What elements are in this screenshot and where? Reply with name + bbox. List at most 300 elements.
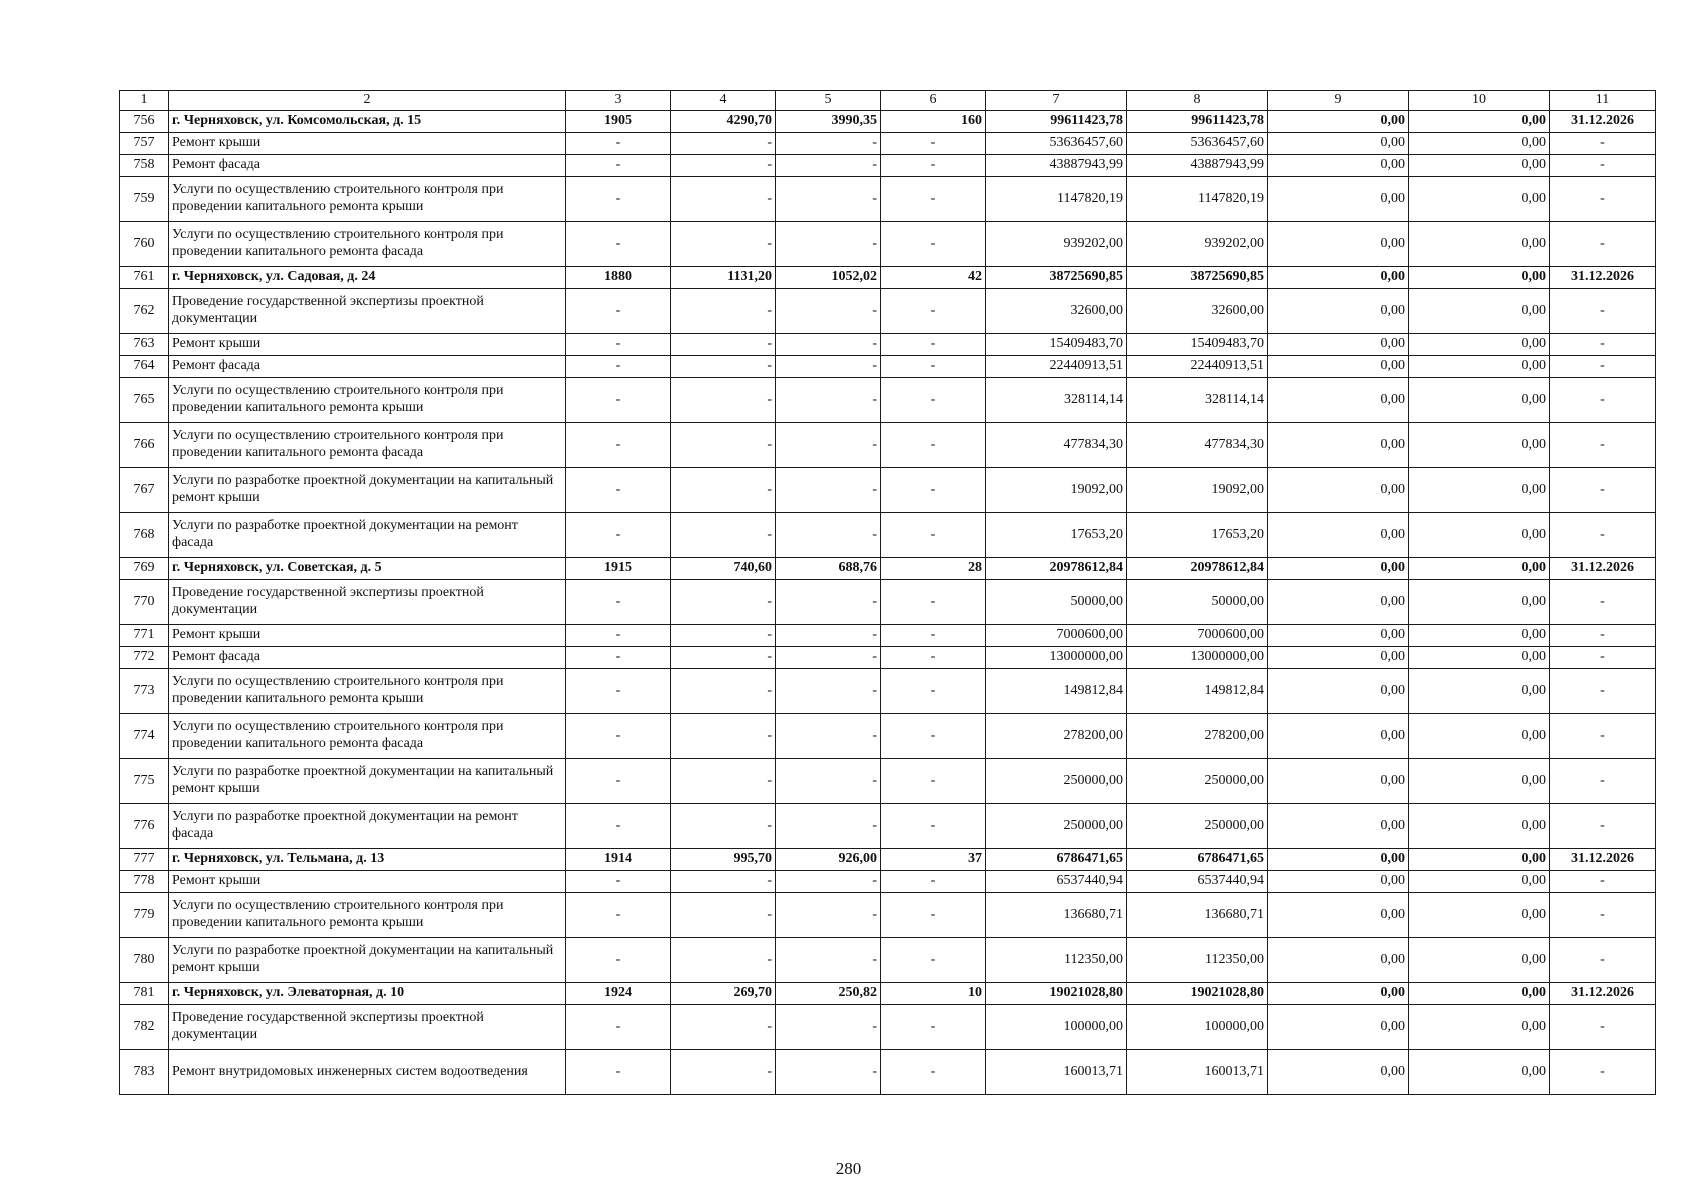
- residents-cell: -: [881, 804, 986, 849]
- deadline-cell: -: [1550, 647, 1656, 669]
- year-cell: -: [566, 625, 671, 647]
- budget-cost-cell: 0,00: [1268, 378, 1409, 423]
- budget-cost-cell: 0,00: [1268, 267, 1409, 289]
- year-cell: 1924: [566, 983, 671, 1005]
- year-cell: -: [566, 177, 671, 222]
- year-cell: -: [566, 513, 671, 558]
- living-area-cell: -: [776, 714, 881, 759]
- other-cost-cell: 0,00: [1409, 289, 1550, 334]
- work-name-cell: Ремонт фасада: [169, 155, 566, 177]
- work-name-cell: Услуги по разработке проектной документации на капитальный ремонт крыши: [169, 468, 566, 513]
- residents-cell: -: [881, 378, 986, 423]
- table-body: [120, 91, 1656, 1095]
- total-cost-cell: 50000,00: [986, 580, 1127, 625]
- deadline-cell: -: [1550, 804, 1656, 849]
- living-area-cell: -: [776, 177, 881, 222]
- budget-cost-cell: 0,00: [1268, 334, 1409, 356]
- residents-cell: -: [881, 647, 986, 669]
- residents-cell: -: [881, 334, 986, 356]
- other-cost-cell: 0,00: [1409, 513, 1550, 558]
- fund-cost-cell: 19021028,80: [1127, 983, 1268, 1005]
- year-cell: 1880: [566, 267, 671, 289]
- year-cell: -: [566, 423, 671, 468]
- row-number-cell: 758: [120, 155, 169, 177]
- column-header: 1: [120, 91, 169, 111]
- fund-cost-cell: 160013,71: [1127, 1050, 1268, 1095]
- fund-cost-cell: 99611423,78: [1127, 111, 1268, 133]
- total-area-cell: -: [671, 378, 776, 423]
- total-cost-cell: 939202,00: [986, 222, 1127, 267]
- total-area-cell: -: [671, 938, 776, 983]
- column-header: 9: [1268, 91, 1409, 111]
- work-name-cell: Ремонт крыши: [169, 871, 566, 893]
- work-name-cell: Ремонт внутридомовых инженерных систем водоотведения: [169, 1050, 566, 1095]
- total-cost-cell: 19092,00: [986, 468, 1127, 513]
- total-cost-cell: 1147820,19: [986, 177, 1127, 222]
- total-cost-cell: 136680,71: [986, 893, 1127, 938]
- year-cell: -: [566, 714, 671, 759]
- row-number-cell: 765: [120, 378, 169, 423]
- total-area-cell: -: [671, 580, 776, 625]
- work-item-row: [120, 222, 1656, 267]
- total-cost-cell: 17653,20: [986, 513, 1127, 558]
- work-item-row: [120, 356, 1656, 378]
- budget-cost-cell: 0,00: [1268, 289, 1409, 334]
- total-area-cell: -: [671, 177, 776, 222]
- total-cost-cell: 99611423,78: [986, 111, 1127, 133]
- total-cost-cell: 112350,00: [986, 938, 1127, 983]
- repair-registry-table: [119, 90, 1656, 1095]
- residents-cell: -: [881, 177, 986, 222]
- total-cost-cell: 53636457,60: [986, 133, 1127, 155]
- work-name-cell: Услуги по осуществлению строительного контроля при проведении капитального ремонта фасада: [169, 423, 566, 468]
- living-area-cell: -: [776, 1050, 881, 1095]
- other-cost-cell: 0,00: [1409, 155, 1550, 177]
- fund-cost-cell: 6537440,94: [1127, 871, 1268, 893]
- total-area-cell: -: [671, 468, 776, 513]
- living-area-cell: -: [776, 133, 881, 155]
- budget-cost-cell: 0,00: [1268, 1050, 1409, 1095]
- year-cell: -: [566, 222, 671, 267]
- other-cost-cell: 0,00: [1409, 177, 1550, 222]
- deadline-cell: -: [1550, 423, 1656, 468]
- other-cost-cell: 0,00: [1409, 1050, 1550, 1095]
- residents-cell: 10: [881, 983, 986, 1005]
- deadline-cell: -: [1550, 938, 1656, 983]
- fund-cost-cell: 13000000,00: [1127, 647, 1268, 669]
- work-name-cell: Проведение государственной экспертизы проектной документации: [169, 289, 566, 334]
- deadline-cell: -: [1550, 513, 1656, 558]
- year-cell: -: [566, 468, 671, 513]
- year-cell: 1905: [566, 111, 671, 133]
- column-header: 2: [169, 91, 566, 111]
- residents-cell: -: [881, 423, 986, 468]
- fund-cost-cell: 278200,00: [1127, 714, 1268, 759]
- row-number-cell: 760: [120, 222, 169, 267]
- row-number-cell: 770: [120, 580, 169, 625]
- row-number-cell: 769: [120, 558, 169, 580]
- deadline-cell: 31.12.2026: [1550, 983, 1656, 1005]
- year-cell: -: [566, 871, 671, 893]
- total-cost-cell: 13000000,00: [986, 647, 1127, 669]
- work-name-cell: Услуги по разработке проектной документации на капитальный ремонт крыши: [169, 938, 566, 983]
- other-cost-cell: 0,00: [1409, 222, 1550, 267]
- residents-cell: -: [881, 669, 986, 714]
- budget-cost-cell: 0,00: [1268, 647, 1409, 669]
- residents-cell: -: [881, 1050, 986, 1095]
- work-item-row: [120, 580, 1656, 625]
- residents-cell: -: [881, 133, 986, 155]
- other-cost-cell: 0,00: [1409, 669, 1550, 714]
- residents-cell: -: [881, 759, 986, 804]
- year-cell: -: [566, 647, 671, 669]
- budget-cost-cell: 0,00: [1268, 714, 1409, 759]
- total-area-cell: -: [671, 133, 776, 155]
- other-cost-cell: 0,00: [1409, 334, 1550, 356]
- total-area-cell: -: [671, 289, 776, 334]
- total-area-cell: -: [671, 625, 776, 647]
- work-item-row: [120, 647, 1656, 669]
- total-area-cell: -: [671, 513, 776, 558]
- total-cost-cell: 250000,00: [986, 804, 1127, 849]
- total-area-cell: -: [671, 647, 776, 669]
- work-name-cell: Услуги по осуществлению строительного контроля при проведении капитального ремонта крыши: [169, 669, 566, 714]
- column-header: 8: [1127, 91, 1268, 111]
- living-area-cell: -: [776, 669, 881, 714]
- living-area-cell: 688,76: [776, 558, 881, 580]
- fund-cost-cell: 50000,00: [1127, 580, 1268, 625]
- budget-cost-cell: 0,00: [1268, 111, 1409, 133]
- year-cell: 1915: [566, 558, 671, 580]
- other-cost-cell: 0,00: [1409, 111, 1550, 133]
- living-area-cell: 3990,35: [776, 111, 881, 133]
- work-name-cell: Ремонт крыши: [169, 625, 566, 647]
- residents-cell: -: [881, 625, 986, 647]
- deadline-cell: -: [1550, 1005, 1656, 1050]
- row-number-cell: 772: [120, 647, 169, 669]
- work-item-row: [120, 423, 1656, 468]
- other-cost-cell: 0,00: [1409, 849, 1550, 871]
- fund-cost-cell: 38725690,85: [1127, 267, 1268, 289]
- living-area-cell: -: [776, 423, 881, 468]
- fund-cost-cell: 328114,14: [1127, 378, 1268, 423]
- row-number-cell: 783: [120, 1050, 169, 1095]
- work-item-row: [120, 893, 1656, 938]
- deadline-cell: -: [1550, 714, 1656, 759]
- residents-cell: 28: [881, 558, 986, 580]
- other-cost-cell: 0,00: [1409, 983, 1550, 1005]
- deadline-cell: 31.12.2026: [1550, 267, 1656, 289]
- row-number-cell: 778: [120, 871, 169, 893]
- work-item-row: [120, 669, 1656, 714]
- total-area-cell: -: [671, 423, 776, 468]
- deadline-cell: -: [1550, 893, 1656, 938]
- row-number-cell: 782: [120, 1005, 169, 1050]
- work-name-cell: Ремонт крыши: [169, 133, 566, 155]
- budget-cost-cell: 0,00: [1268, 871, 1409, 893]
- work-item-row: [120, 378, 1656, 423]
- total-cost-cell: 160013,71: [986, 1050, 1127, 1095]
- row-number-cell: 763: [120, 334, 169, 356]
- other-cost-cell: 0,00: [1409, 804, 1550, 849]
- residents-cell: -: [881, 580, 986, 625]
- budget-cost-cell: 0,00: [1268, 177, 1409, 222]
- row-number-cell: 757: [120, 133, 169, 155]
- row-number-cell: 761: [120, 267, 169, 289]
- deadline-cell: -: [1550, 759, 1656, 804]
- column-header: 6: [881, 91, 986, 111]
- work-name-cell: Ремонт фасада: [169, 356, 566, 378]
- column-header: 7: [986, 91, 1127, 111]
- total-cost-cell: 32600,00: [986, 289, 1127, 334]
- work-name-cell: Ремонт фасада: [169, 647, 566, 669]
- living-area-cell: -: [776, 580, 881, 625]
- work-name-cell: г. Черняховск, ул. Элеваторная, д. 10: [169, 983, 566, 1005]
- deadline-cell: 31.12.2026: [1550, 111, 1656, 133]
- work-item-row: [120, 289, 1656, 334]
- living-area-cell: -: [776, 1005, 881, 1050]
- column-header: 11: [1550, 91, 1656, 111]
- fund-cost-cell: 149812,84: [1127, 669, 1268, 714]
- residents-cell: -: [881, 871, 986, 893]
- year-cell: -: [566, 1005, 671, 1050]
- row-number-cell: 775: [120, 759, 169, 804]
- row-number-cell: 759: [120, 177, 169, 222]
- fund-cost-cell: 32600,00: [1127, 289, 1268, 334]
- deadline-cell: 31.12.2026: [1550, 849, 1656, 871]
- budget-cost-cell: 0,00: [1268, 222, 1409, 267]
- deadline-cell: -: [1550, 222, 1656, 267]
- work-name-cell: Услуги по разработке проектной документации на ремонт фасада: [169, 804, 566, 849]
- work-item-row: [120, 334, 1656, 356]
- column-number-header-row: [120, 91, 1656, 111]
- fund-cost-cell: 20978612,84: [1127, 558, 1268, 580]
- other-cost-cell: 0,00: [1409, 423, 1550, 468]
- fund-cost-cell: 19092,00: [1127, 468, 1268, 513]
- work-name-cell: г. Черняховск, ул. Садовая, д. 24: [169, 267, 566, 289]
- living-area-cell: -: [776, 334, 881, 356]
- deadline-cell: -: [1550, 334, 1656, 356]
- year-cell: -: [566, 580, 671, 625]
- work-item-row: [120, 468, 1656, 513]
- year-cell: -: [566, 759, 671, 804]
- living-area-cell: 250,82: [776, 983, 881, 1005]
- work-name-cell: Проведение государственной экспертизы проектной документации: [169, 580, 566, 625]
- year-cell: -: [566, 1050, 671, 1095]
- deadline-cell: -: [1550, 177, 1656, 222]
- work-name-cell: Услуги по осуществлению строительного контроля при проведении капитального ремонта крыши: [169, 893, 566, 938]
- deadline-cell: -: [1550, 580, 1656, 625]
- column-header: 10: [1409, 91, 1550, 111]
- year-cell: -: [566, 893, 671, 938]
- living-area-cell: -: [776, 871, 881, 893]
- work-name-cell: Услуги по осуществлению строительного контроля при проведении капитального ремонта фасада: [169, 222, 566, 267]
- row-number-cell: 771: [120, 625, 169, 647]
- total-cost-cell: 250000,00: [986, 759, 1127, 804]
- total-cost-cell: 22440913,51: [986, 356, 1127, 378]
- deadline-cell: -: [1550, 133, 1656, 155]
- budget-cost-cell: 0,00: [1268, 849, 1409, 871]
- total-cost-cell: 6537440,94: [986, 871, 1127, 893]
- fund-cost-cell: 1147820,19: [1127, 177, 1268, 222]
- row-number-cell: 768: [120, 513, 169, 558]
- residents-cell: -: [881, 222, 986, 267]
- residents-cell: -: [881, 155, 986, 177]
- residents-cell: 37: [881, 849, 986, 871]
- address-row: [120, 849, 1656, 871]
- living-area-cell: -: [776, 289, 881, 334]
- year-cell: -: [566, 155, 671, 177]
- budget-cost-cell: 0,00: [1268, 155, 1409, 177]
- deadline-cell: -: [1550, 625, 1656, 647]
- living-area-cell: 926,00: [776, 849, 881, 871]
- year-cell: -: [566, 356, 671, 378]
- budget-cost-cell: 0,00: [1268, 580, 1409, 625]
- work-item-row: [120, 177, 1656, 222]
- residents-cell: -: [881, 1005, 986, 1050]
- budget-cost-cell: 0,00: [1268, 1005, 1409, 1050]
- address-row: [120, 558, 1656, 580]
- total-area-cell: -: [671, 804, 776, 849]
- other-cost-cell: 0,00: [1409, 625, 1550, 647]
- row-number-cell: 764: [120, 356, 169, 378]
- total-cost-cell: 149812,84: [986, 669, 1127, 714]
- row-number-cell: 773: [120, 669, 169, 714]
- residents-cell: 42: [881, 267, 986, 289]
- other-cost-cell: 0,00: [1409, 133, 1550, 155]
- work-item-row: [120, 871, 1656, 893]
- residents-cell: -: [881, 938, 986, 983]
- deadline-cell: 31.12.2026: [1550, 558, 1656, 580]
- other-cost-cell: 0,00: [1409, 871, 1550, 893]
- year-cell: -: [566, 669, 671, 714]
- fund-cost-cell: 22440913,51: [1127, 356, 1268, 378]
- work-name-cell: Услуги по осуществлению строительного контроля при проведении капитального ремонта фасада: [169, 714, 566, 759]
- row-number-cell: 762: [120, 289, 169, 334]
- other-cost-cell: 0,00: [1409, 378, 1550, 423]
- living-area-cell: -: [776, 378, 881, 423]
- work-name-cell: Услуги по разработке проектной документации на ремонт фасада: [169, 513, 566, 558]
- living-area-cell: -: [776, 155, 881, 177]
- deadline-cell: -: [1550, 289, 1656, 334]
- year-cell: -: [566, 938, 671, 983]
- other-cost-cell: 0,00: [1409, 938, 1550, 983]
- fund-cost-cell: 250000,00: [1127, 804, 1268, 849]
- work-name-cell: Услуги по разработке проектной документации на капитальный ремонт крыши: [169, 759, 566, 804]
- work-item-row: [120, 714, 1656, 759]
- other-cost-cell: 0,00: [1409, 267, 1550, 289]
- row-number-cell: 756: [120, 111, 169, 133]
- row-number-cell: 781: [120, 983, 169, 1005]
- budget-cost-cell: 0,00: [1268, 759, 1409, 804]
- residents-cell: 160: [881, 111, 986, 133]
- budget-cost-cell: 0,00: [1268, 468, 1409, 513]
- row-number-cell: 776: [120, 804, 169, 849]
- fund-cost-cell: 250000,00: [1127, 759, 1268, 804]
- deadline-cell: -: [1550, 378, 1656, 423]
- budget-cost-cell: 0,00: [1268, 804, 1409, 849]
- budget-cost-cell: 0,00: [1268, 625, 1409, 647]
- residents-cell: -: [881, 356, 986, 378]
- column-header: 5: [776, 91, 881, 111]
- total-area-cell: -: [671, 759, 776, 804]
- fund-cost-cell: 6786471,65: [1127, 849, 1268, 871]
- total-cost-cell: 19021028,80: [986, 983, 1127, 1005]
- fund-cost-cell: 939202,00: [1127, 222, 1268, 267]
- total-cost-cell: 278200,00: [986, 714, 1127, 759]
- total-area-cell: -: [671, 222, 776, 267]
- other-cost-cell: 0,00: [1409, 893, 1550, 938]
- living-area-cell: -: [776, 759, 881, 804]
- total-cost-cell: 43887943,99: [986, 155, 1127, 177]
- other-cost-cell: 0,00: [1409, 647, 1550, 669]
- row-number-cell: 780: [120, 938, 169, 983]
- year-cell: -: [566, 378, 671, 423]
- year-cell: -: [566, 804, 671, 849]
- budget-cost-cell: 0,00: [1268, 893, 1409, 938]
- total-cost-cell: 15409483,70: [986, 334, 1127, 356]
- work-item-row: [120, 133, 1656, 155]
- work-name-cell: г. Черняховск, ул. Комсомольская, д. 15: [169, 111, 566, 133]
- row-number-cell: 767: [120, 468, 169, 513]
- budget-cost-cell: 0,00: [1268, 133, 1409, 155]
- budget-cost-cell: 0,00: [1268, 356, 1409, 378]
- living-area-cell: -: [776, 356, 881, 378]
- row-number-cell: 779: [120, 893, 169, 938]
- total-area-cell: -: [671, 714, 776, 759]
- work-item-row: [120, 1005, 1656, 1050]
- budget-cost-cell: 0,00: [1268, 423, 1409, 468]
- column-header: 4: [671, 91, 776, 111]
- living-area-cell: -: [776, 625, 881, 647]
- fund-cost-cell: 15409483,70: [1127, 334, 1268, 356]
- total-area-cell: 269,70: [671, 983, 776, 1005]
- total-area-cell: -: [671, 334, 776, 356]
- living-area-cell: -: [776, 647, 881, 669]
- work-item-row: [120, 759, 1656, 804]
- total-cost-cell: 7000600,00: [986, 625, 1127, 647]
- total-area-cell: -: [671, 893, 776, 938]
- residents-cell: -: [881, 893, 986, 938]
- year-cell: -: [566, 289, 671, 334]
- address-row: [120, 267, 1656, 289]
- work-item-row: [120, 1050, 1656, 1095]
- row-number-cell: 777: [120, 849, 169, 871]
- other-cost-cell: 0,00: [1409, 356, 1550, 378]
- fund-cost-cell: 53636457,60: [1127, 133, 1268, 155]
- work-item-row: [120, 625, 1656, 647]
- address-row: [120, 983, 1656, 1005]
- total-cost-cell: 20978612,84: [986, 558, 1127, 580]
- total-cost-cell: 38725690,85: [986, 267, 1127, 289]
- deadline-cell: -: [1550, 871, 1656, 893]
- living-area-cell: 1052,02: [776, 267, 881, 289]
- fund-cost-cell: 136680,71: [1127, 893, 1268, 938]
- deadline-cell: -: [1550, 356, 1656, 378]
- work-name-cell: Услуги по осуществлению строительного контроля при проведении капитального ремонта крыши: [169, 177, 566, 222]
- work-name-cell: г. Черняховск, ул. Советская, д. 5: [169, 558, 566, 580]
- fund-cost-cell: 100000,00: [1127, 1005, 1268, 1050]
- column-header: 3: [566, 91, 671, 111]
- work-item-row: [120, 938, 1656, 983]
- deadline-cell: -: [1550, 1050, 1656, 1095]
- residents-cell: -: [881, 289, 986, 334]
- total-area-cell: -: [671, 669, 776, 714]
- fund-cost-cell: 7000600,00: [1127, 625, 1268, 647]
- work-name-cell: г. Черняховск, ул. Тельмана, д. 13: [169, 849, 566, 871]
- living-area-cell: -: [776, 804, 881, 849]
- total-area-cell: -: [671, 871, 776, 893]
